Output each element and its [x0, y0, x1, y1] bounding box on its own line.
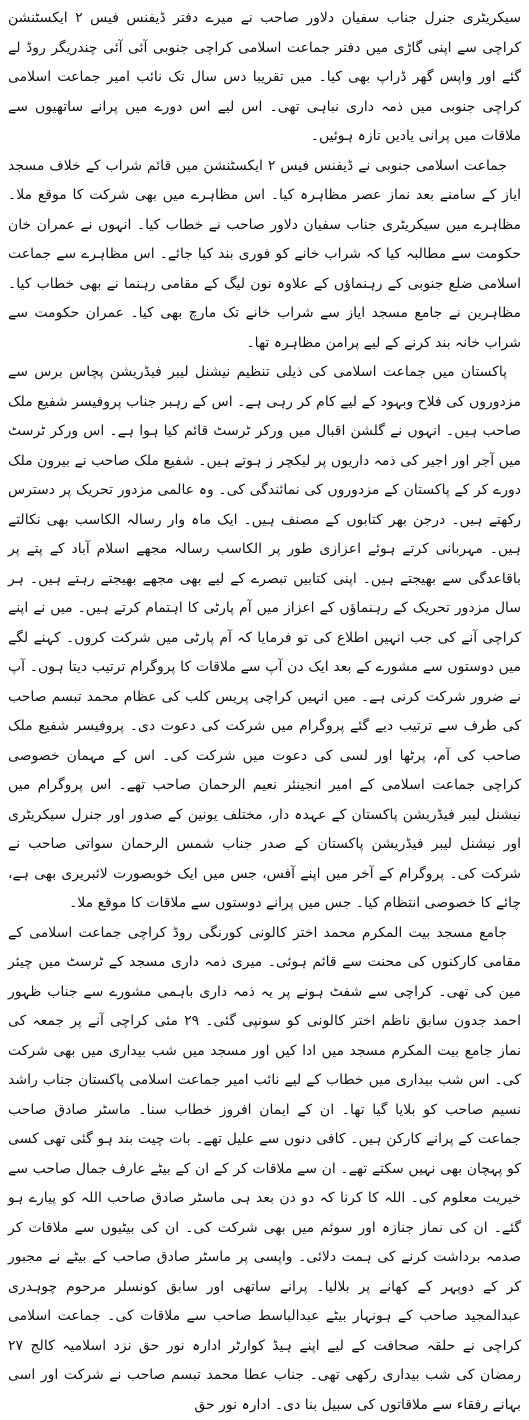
paragraph-masjid-baitul-mukarram: جامع مسجد بیت المکرم محمد اختر کالونی کورنگی روڈ کراچی جماعت اسلامی کے مقامی کارکنوں کی محنت سے قائم ہوئی۔ میری ذمہ داری مسجد کے ٹرسٹ میں چیئر مین کی تھی۔ کراچی سے شفٹ ہونے پر یہ ذمہ داری باہمی مشورے سے جناب ظہور احمد جدون سابق ناظم اختر کالونی کو سونپی گئی۔ ۲۹ مئی کراچی آنے پر جمعہ کی نماز جامع بیت المکرم مسجد میں ادا کیں اور مسجد میں شب بیداری میں بھی شرکت کی۔ اس شب بیداری میں خطاب کے لیے نائب امیر جماعت اسلامی پاکستان جناب راشد نسیم صاحب کو بلایا گیا تھا۔ ان کے ایمان افروز خطاب سنا۔ ماسٹر صادق صاحب جماعت کے پرانے کارکن ہیں۔ کافی دنوں سے علیل تھے۔ بات چیت بند ہو گئی تھی کسی کو پہچان بھی نہیں سکتے تھے۔ ان سے ملاقات کر کے ان کے بیٹے عارف جمال صاحب سے خیریت معلوم کی۔ اللہ کا کرنا کہ دو دن بعد ہی ماسٹر صادق صاحب اللہ کو پیارے ہو گئے۔ ان کی نماز جنازہ اور سوئم میں بھی شرکت کی۔ ان کی بیٹیوں سے ملاقات کر صدمہ برداشت کرنے کی ہمت دلائی۔ واپسی پر ماسٹر صادق صاحب کے بیٹے نے مجبور کر کے دوپہر کے کھانے پر بلالیا۔ پرانے ساتھی اور سابق کونسلر مرحوم چوہدری عبدالمجید صاحب کے ہونہار بیٹے عبدالباسط صاحب سے ملاقات کی۔ جماعت اسلامی کراچی نے حلقہ صحافت کے لیے اپنے ہیڈ کوارٹر ادارہ نور حق نزد اسلامیہ کالج ۲۷ رمضان کی شب بیداری رکھی تھی۔ جناب عطا محمد تبسم صاحب نے شرکت اور اسی بہانے رفقاء سے ملاقاتوں کی سبیل بنا دی۔ ادارہ نور حق: [8, 919, 521, 1420]
paragraph-protest: جماعت اسلامی جنوبی نے ڈیفنس فیس ۲ ایکسٹنشن میں قائم شراب کے خلاف مسجد ایاز کے سامنے بعد نماز عصر مظاہرہ کیا۔ اس مظاہرے میں بھی شرکت کا موقع ملا۔ مظاہرے میں سیکریٹری جناب سفیان دلاور صاحب نے خطاب کیا۔ انہوں نے عمران خان حکومت سے مطالبہ کیا کہ شراب خانے کو فوری بند کیا جائے۔ اس مظاہرے سے جماعت اسلامی ضلع جنوبی کے رہنماؤں کے علاوہ نون لیگ کے مقامی رہنما نے بھی خطاب کیا۔ مظاہرین نے جامع مسجد ایاز سے شراب خانے تک مارچ بھی کیا۔ عمران حکومت سے شراب خانہ بند کرنے کے لیے پرامن مظاہرہ تھا۔: [8, 152, 521, 359]
paragraph-karachi-south-visit: سیکریٹری جنرل جناب سفیان دلاور صاحب نے میرے دفتر ڈیفنس فیس ۲ ایکسٹنشن کراچی سے اپنی گاڑی میں دفتر جماعت اسلامی کراچی جنوبی آئی آئی چندریگر روڈ لے گئے اور واپس گھر ڈراپ بھی کیا۔ میں تقریبا دس سال تک نائب امیر جماعت اسلامی کراچی جنوبی میں ذمہ داری نباہی تھی۔ اس لیے اس دورے میں پرانے ساتھیوں سے ملاقات میں پرانی یادیں تازہ ہوئیں۔: [8, 4, 521, 152]
paragraph-labour-federation: پاکستان میں جماعت اسلامی کی ذیلی تنظیم نیشنل لیبر فیڈریشن پچاس برس سے مزدوروں کی فلاح وبہود کے لیے کام کر رہی ہے۔ اس کے رہبر جناب پروفیسر شفیع ملک صاحب ہیں۔ انہوں نے گلشن اقبال میں ورکر ٹرسٹ قائم کیا ہوا ہے۔ اس ورکر ٹرسٹ میں آجر اور اجیر کی ذمہ داریوں پر لیکچر ز ہوتے ہیں۔ شفیع ملک صاحب نے بیرون ملک دورے کر کے پاکستان کے مزدوروں کی نمائندگی کی۔ وہ عالمی مزدور تحریک پر دسترس رکھتے ہیں۔ درجن بھر کتابوں کے مصنف ہیں۔ ایک ماہ وار رسالہ الکاسب بھی نکالتے ہیں۔ مہربانی کرتے ہوئے اعزازی طور پر الکاسب رسالہ مجھے اسلام آباد کے پتے پر باقاعدگی سے بھیجتے ہیں۔ اپنی کتابیں تبصرے کے لیے بھی مجھے بھیجتے رہتے ہیں۔ ہر سال مزدور تحریک کے رہنماؤں کے اعزاز میں آم پارٹی کا اہتمام کرتے ہیں۔ میں نے اپنے کراچی آنے کی جب انہیں اطلاع کی تو فرمایا کہ آم پارٹی میں شرکت کروں۔ کہنے لگے میں دوستوں سے مشورے کے بعد ایک دن آپ سے ملاقات کا پروگرام ترتیب دیتا ہوں۔ آپ نے ضرور شرکت کرنی ہے۔ میں انہیں کراچی پریس کلب کی عظام محمد تبسم صاحب کی طرف سے ترتیب دیے گئے پروگرام میں شرکت کی دعوت دی۔ پروفیسر شفیع ملک صاحب کی آم، پرٹھا اور لسی کی دعوت میں شرکت کی۔ اس کے مہمان خصوصی کراچی جماعت اسلامی کے امیر انجینئر نعیم الرحمان صاحب تھے۔ اس پروگرام میں نیشنل لیبر فیڈریشن پاکستان کے عہدہ دار، مختلف یونین کے صدور اور جنرل سیکریٹری اور نیشنل لیبر فیڈریشن پاکستان کے صدر جناب شمس الرحمان سواتی صاحب نے شرکت کی۔ پروگرام کے آخر میں اپنے آفس، جس میں ایک خوبصورت لائبریری بھی ہے، چائے کا خصوصی انتظام کیا۔ جس میں پرانے دوستوں سے ملاقات کا موقع ملا۔: [8, 358, 521, 919]
